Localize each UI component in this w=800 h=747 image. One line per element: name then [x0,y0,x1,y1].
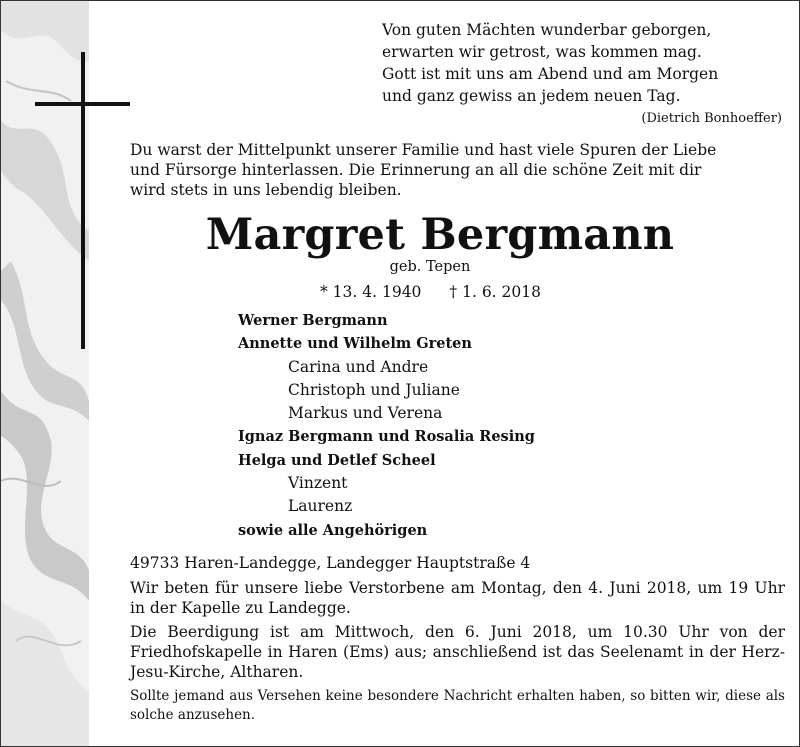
service-info [130,552,785,724]
intro-line: und Fürsorge hinterlassen. Die Erinnerung an all die schöne Zeit mit dir [130,161,702,179]
cross-horizontal-bar [35,102,130,106]
mourner-entry: sowie alle Angehörigen [238,521,428,539]
poem-line: Von guten Mächten wunderbar geborgen, [382,21,712,39]
life-dates [320,283,541,301]
mourners-list [238,309,535,542]
poem-line: Gott ist mit uns am Abend und am Morgen [382,65,719,83]
poem-line: erwarten wir getrost, was kommen mag. [382,43,702,61]
prayer-notice: Wir beten für unsere liebe Verstorbene am Montag, den 4. Juni 2018, um 19 Uhr in der Kapelle zu Landegge. [130,579,785,617]
poem-author: (Dietrich Bonhoeffer) [641,111,782,126]
birth-name: geb. Tepen [389,259,471,275]
mourner-entry: Annette und Wilhelm Greten [238,335,472,353]
intro-line: wird stets in uns lebendig bleiben. [130,181,402,199]
mourner-entry: Vinzent [288,474,348,493]
mourner-entry: Werner Bergmann [238,312,388,329]
marble-texture [1,1,89,746]
cross-vertical-bar [81,52,85,349]
mourner-entry: Laurenz [288,497,353,516]
death-date: † 1. 6. 2018 [449,283,541,301]
deceased-name: Margret Bergmann [205,210,675,260]
birth-date: * 13. 4. 1940 [320,283,422,301]
mourner-entry: Carina und Andre [288,357,429,376]
poem-line: und ganz gewiss an jedem neuen Tag. [382,87,681,105]
marble-decoration [1,1,89,746]
poem [382,19,718,107]
funeral-notice: Die Beerdigung ist am Mittwoch, den 6. Juni 2018, um 10.30 Uhr von der Friedhofskapelle in Haren (Ems) aus; anschließend ist das Seelenamt in der Herz-Jesu-Kirche, Altharen. [130,623,785,681]
intro-text [130,140,782,200]
mourner-entry: Markus und Verena [288,404,443,423]
notification-note: Sollte jemand aus Versehen keine besondere Nachricht erhalten haben, so bitten wir, diese als solche anzusehen. [130,688,785,723]
family-address: 49733 Haren-Landegge, Landegger Hauptstraße 4 [130,554,531,572]
intro-line: Du warst der Mittelpunkt unserer Familie und hast viele Spuren der Liebe [130,141,717,159]
mourner-entry: Christoph und Juliane [288,380,460,399]
mourner-entry: Helga und Detlef Scheel [238,451,436,469]
mourner-entry: Ignaz Bergmann und Rosalia Resing [238,428,535,446]
